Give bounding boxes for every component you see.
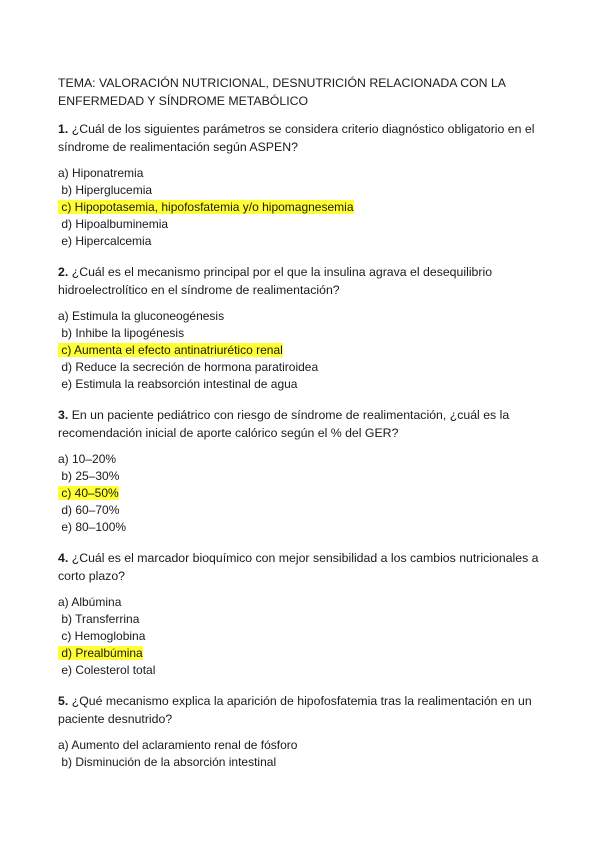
option-text: a) 10–20%: [58, 452, 117, 466]
option-text: b) Transferrina: [58, 612, 140, 626]
question-number: 5.: [58, 694, 69, 708]
option-text: b) Hiperglucemia: [58, 183, 153, 197]
question-2: [58, 263, 548, 393]
option-text: d) Hipoalbuminemia: [58, 217, 169, 231]
option-item: [58, 662, 548, 679]
option-text: e) 80–100%: [58, 520, 127, 534]
question-3: [58, 406, 548, 536]
option-text: a) Aumento del aclaramiento renal de fósforo: [58, 738, 298, 752]
question-prompt: En un paciente pediátrico con riesgo de síndrome de realimentación, ¿cuál es la recomendación inicial de aporte calórico según el % del GER?: [58, 408, 510, 440]
question-1: [58, 120, 548, 250]
question-text: [58, 406, 548, 442]
option-item: [58, 199, 548, 216]
option-list: [58, 737, 548, 771]
option-item: [58, 594, 548, 611]
question-prompt: ¿Cuál de los siguientes parámetros se considera criterio diagnóstico obligatorio en el síndrome de realimentación según ASPEN?: [58, 122, 535, 154]
option-text: b) 25–30%: [58, 469, 120, 483]
option-item: [58, 182, 548, 199]
option-item: [58, 611, 548, 628]
question-text: [58, 692, 548, 728]
option-text: d) Reduce la secreción de hormona paratiroidea: [58, 360, 319, 374]
option-item: [58, 645, 548, 662]
option-text: a) Albúmina: [58, 595, 122, 609]
question-prompt: ¿Qué mecanismo explica la aparición de hipofosfatemia tras la realimentación en un paciente desnutrido?: [58, 694, 532, 726]
option-item: [58, 485, 548, 502]
option-list: [58, 451, 548, 536]
option-item: [58, 451, 548, 468]
question-number: 1.: [58, 122, 69, 136]
question-text: [58, 120, 548, 156]
option-item: [58, 216, 548, 233]
option-text: e) Estimula la reabsorción intestinal de agua: [58, 377, 298, 391]
option-item: [58, 233, 548, 250]
option-item: [58, 754, 548, 771]
topic-heading: TEMA: VALORACIÓN NUTRICIONAL, DESNUTRICIÓN RELACIONADA CON LA ENFERMEDAD Y SÍNDROME METABÓLICO: [58, 76, 506, 108]
option-text: e) Colesterol total: [58, 663, 156, 677]
highlighted-answer: c) 40–50%: [58, 486, 119, 500]
question-prompt: ¿Cuál es el marcador bioquímico con mejor sensibilidad a los cambios nutricionales a corto plazo?: [58, 551, 539, 583]
option-item: [58, 325, 548, 342]
option-text: a) Estimula la gluconeogénesis: [58, 309, 225, 323]
option-text: b) Disminución de la absorción intestinal: [58, 755, 277, 769]
question-4: [58, 549, 548, 679]
option-item: [58, 468, 548, 485]
question-number: 4.: [58, 551, 69, 565]
option-list: [58, 308, 548, 393]
option-item: [58, 165, 548, 182]
question-number: 3.: [58, 408, 69, 422]
option-text: b) Inhibe la lipogénesis: [58, 326, 185, 340]
option-list: [58, 594, 548, 679]
highlighted-answer: c) Aumenta el efecto antinatriurético renal: [58, 343, 283, 357]
question-list: [58, 120, 548, 771]
option-list: [58, 165, 548, 250]
document-page: [58, 74, 548, 784]
option-text: c) Hemoglobina: [58, 629, 146, 643]
option-item: [58, 376, 548, 393]
question-number: 2.: [58, 265, 69, 279]
option-item: [58, 359, 548, 376]
option-text: a) Hiponatremia: [58, 166, 144, 180]
question-prompt: ¿Cuál es el mecanismo principal por el que la insulina agrava el desequilibrio hidroelectrolítico en el síndrome de realimentación?: [58, 265, 493, 297]
question-5: [58, 692, 548, 771]
option-item: [58, 519, 548, 536]
option-text: e) Hipercalcemia: [58, 234, 152, 248]
option-item: [58, 342, 548, 359]
highlighted-answer: c) Hipopotasemia, hipofosfatemia y/o hipomagnesemia: [58, 200, 354, 214]
highlighted-answer: d) Prealbúmina: [58, 646, 143, 660]
question-text: [58, 263, 548, 299]
option-item: [58, 308, 548, 325]
option-text: d) 60–70%: [58, 503, 120, 517]
option-item: [58, 502, 548, 519]
option-item: [58, 628, 548, 645]
option-item: [58, 737, 548, 754]
question-text: [58, 549, 548, 585]
